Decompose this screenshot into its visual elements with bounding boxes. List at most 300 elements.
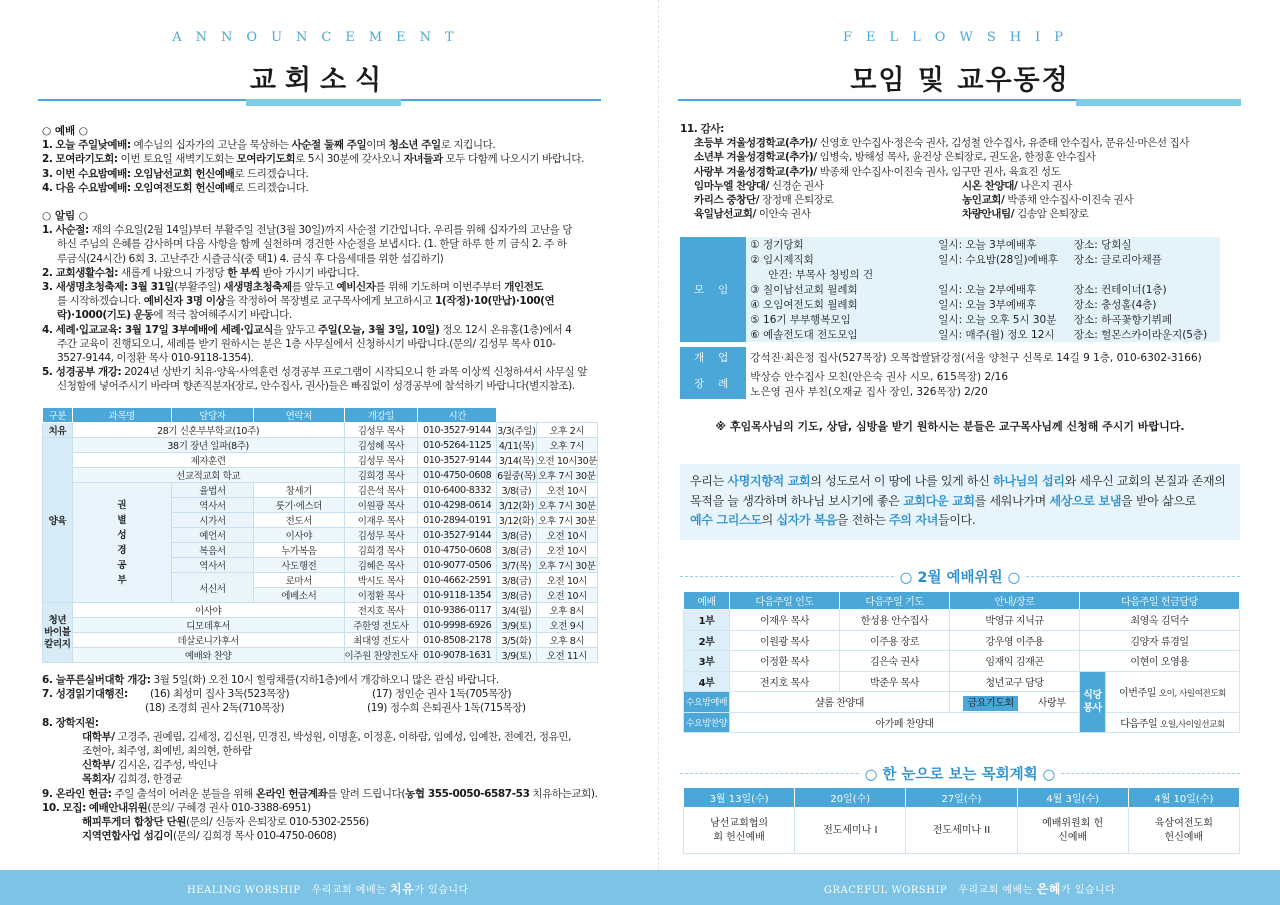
group-cell: 양육 bbox=[43, 438, 73, 603]
announcement-body bbox=[42, 122, 602, 394]
thanks-group: 초등부 겨울성경학교(추가)/ bbox=[694, 137, 817, 150]
cell: 3/8(금) bbox=[497, 528, 537, 543]
meeting-name: ⑤ 16기 부부행복모임 bbox=[746, 312, 934, 327]
cell: 최대영 전도사 bbox=[344, 633, 418, 648]
course-cell: 선교적교회 학교 bbox=[72, 468, 344, 483]
group-cell: 치유 bbox=[43, 423, 73, 438]
cell: 010-4750-0608 bbox=[418, 468, 497, 483]
pastoral-plan-table bbox=[683, 787, 1240, 854]
cell: 3/12(화) bbox=[497, 498, 537, 513]
worship-item-part: 모두 다함께 나오시기 바랍니다. bbox=[442, 153, 585, 166]
worship-item-part: 다음 수요밤예배: bbox=[55, 181, 131, 194]
table-row bbox=[684, 610, 1240, 631]
worship-item bbox=[42, 138, 602, 152]
column-header: 개강일 bbox=[344, 408, 418, 423]
cell: 김은숙 권사 bbox=[840, 651, 950, 672]
cell: 김희경 목사 bbox=[344, 468, 418, 483]
worship-heading: ○ 예배 ○ bbox=[42, 125, 88, 137]
thanks-names: 박종채 안수집사·이진숙 권사 bbox=[1004, 194, 1134, 207]
table-row bbox=[684, 630, 1240, 651]
worship-item bbox=[42, 152, 602, 166]
notice-9: 9. 온라인 헌금: 주일 출석이 어려운 분들을 위해 온라인 헌금계좌를 알려 드립니다(농협 355-0050-6587-53 치유하는교회). bbox=[42, 787, 598, 800]
course-cell: 디모데후서 bbox=[72, 618, 344, 633]
mission-statement: 우리는 사명지향적 교회의 성도로서 이 땅에 나를 있게 하신 하나님의 섭리와 세우신 교회의 본질과 존재의 목적을 늘 생각하며 하나님 보시기에 좋은 교회다운 교회를 세워나가며 세상으로 보냄을 받아 삶으로 예수 그리스도의 십자가 복음을 전하는 주의 자녀들이다. bbox=[680, 464, 1240, 540]
category-char: 공 bbox=[117, 559, 127, 571]
meeting-name: ③ 칠이남선교회 월례회 bbox=[746, 282, 934, 297]
fri-label-text: 금요기도회 bbox=[963, 696, 1017, 711]
worship-item-part: 모여라기도회 bbox=[236, 153, 296, 166]
category-label bbox=[72, 483, 171, 603]
worship-item-part: 청소년 주일 bbox=[388, 139, 441, 152]
notice-8: 8. 장학지원: bbox=[42, 716, 99, 729]
cell: 6월중(목) bbox=[497, 468, 537, 483]
notice-heading: ○ 알림 ○ bbox=[42, 210, 88, 223]
eyebrow: ANNOUNCEMENT bbox=[172, 30, 468, 45]
cell: 이원광 목사 bbox=[730, 630, 840, 651]
worship-item-part: 2. bbox=[42, 153, 53, 166]
worship-item bbox=[42, 181, 602, 195]
announcement-body-2 bbox=[42, 673, 602, 843]
plan-date: 3월 13일(수) bbox=[684, 788, 795, 808]
table-row bbox=[684, 712, 1240, 733]
cell: 010-9998-6926 bbox=[418, 618, 497, 633]
subcategory-cell: 복음서 bbox=[171, 543, 253, 558]
cell: 010-9078-1631 bbox=[418, 648, 497, 663]
recruit-choir: 해피투게더 합창단 단원(문의/ 신동자 은퇴장로 010-5302-2556) bbox=[82, 816, 369, 829]
worship-item-part: 4. bbox=[42, 181, 53, 194]
plan-text: 남선교회협의회 헌신예배 bbox=[710, 817, 769, 843]
thanks-list bbox=[680, 136, 1240, 221]
table-row bbox=[684, 651, 1240, 672]
funeral-row bbox=[680, 369, 1220, 384]
worship-item-part: 이번 토요일 새벽기도회는 bbox=[117, 153, 237, 166]
cell: 이정환 목사 bbox=[730, 651, 840, 672]
cell: 김성무 목사 bbox=[344, 453, 418, 468]
notice-6: 6. 늘푸른실버대학 개강: 3월 5일(화) 오전 10시 힐링채플(지하1층)에서 개강하오니 많은 관심 바랍니다. bbox=[42, 674, 499, 686]
column-header: 구분 bbox=[43, 408, 73, 423]
open-label: 개업 bbox=[680, 347, 746, 369]
cell: 010-6400-8332 bbox=[418, 483, 497, 498]
category-char: 부 bbox=[117, 574, 127, 586]
recruit-regional: 지역연합사업 섬김이(문의/ 김희경 목사 010-4750-0608) bbox=[82, 830, 337, 843]
cell: 010-2894-0191 bbox=[418, 513, 497, 528]
funeral-row bbox=[680, 384, 1220, 399]
cell: 임재익 김재곤 bbox=[950, 651, 1080, 672]
thanks-item bbox=[694, 136, 1240, 150]
cell: 박준우 목사 bbox=[840, 671, 950, 692]
table-row bbox=[43, 618, 598, 633]
cell: 010-4750-0608 bbox=[418, 543, 497, 558]
table-row bbox=[43, 648, 598, 663]
cell: 김성무 목사 bbox=[344, 528, 418, 543]
cell: 오후 7시 bbox=[536, 438, 597, 453]
plan-text: 육삼여전도회 헌신예배 bbox=[1154, 817, 1213, 843]
meeting-row bbox=[680, 252, 1220, 267]
plan-date: 4월 10일(수) bbox=[1128, 788, 1239, 808]
cell: 3/9(토) bbox=[497, 618, 537, 633]
table-row bbox=[43, 633, 598, 648]
wed-label: 수요밤찬양 bbox=[684, 712, 730, 733]
column-header: 예배 bbox=[684, 592, 730, 610]
thanks-group: 육일남선교회/ bbox=[694, 208, 756, 221]
wed-label: 수요밤예배 bbox=[684, 692, 730, 713]
subcategory-cell: 예언서 bbox=[171, 528, 253, 543]
course-cell: 이사야 bbox=[254, 528, 344, 543]
cell: 청년교구 담당 bbox=[950, 671, 1080, 692]
cell: 3/4(월) bbox=[497, 603, 537, 618]
service-cell: 3부 bbox=[684, 651, 730, 672]
plan-item bbox=[1017, 808, 1128, 854]
meeting-time: 일시: 수요밤(28일)예배후 bbox=[934, 252, 1070, 267]
meeting-place: 장소: 컨테이너(1층) bbox=[1070, 282, 1220, 297]
open-text: 강석진·최은정 집사(527목장) 오목찹쌀닭강정(서울 양천구 신목로 14길 9 1층, 010-6302-3166) bbox=[750, 352, 1202, 364]
pastor-notice: ※ 후임목사님의 기도, 상담, 심방을 받기 원하시는 분들은 교구목사님께 신청해 주시기 바랍니다. bbox=[715, 420, 1185, 433]
plan-date: 20일(수) bbox=[795, 788, 906, 808]
cafe-label: 식당 봉사 bbox=[1080, 671, 1106, 733]
thanks-group: 농인교회/ bbox=[962, 194, 1005, 207]
cell: 김혜은 목사 bbox=[344, 558, 418, 573]
meeting-place bbox=[1070, 267, 1220, 282]
meeting-place: 장소: 글로리아채플 bbox=[1070, 252, 1220, 267]
worship-item-part: 로 5시 30분에 갖사오니 bbox=[295, 153, 404, 166]
meeting-name: 안건: 부목사 청빙의 건 bbox=[746, 267, 934, 282]
worship-item-part: 자녀들과 bbox=[403, 153, 443, 166]
cell: 4/11(목) bbox=[497, 438, 537, 453]
cell: 010-9118-1354 bbox=[418, 588, 497, 603]
cell: 010-9386-0117 bbox=[418, 603, 497, 618]
meeting-row bbox=[680, 237, 1220, 252]
meeting-time: 일시: 오늘 3부예배후 bbox=[934, 297, 1070, 312]
wed-choir: 샬롬 찬양대 bbox=[730, 692, 950, 713]
cell: 010-5264-1125 bbox=[418, 438, 497, 453]
thanks-col bbox=[962, 193, 1133, 207]
worship-item-part: 오임여전도회 헌신예배 bbox=[133, 181, 235, 194]
cell: 오후 7시 30분 bbox=[536, 513, 597, 528]
cell: 010-3527-9144 bbox=[418, 453, 497, 468]
column-header: 연락처 bbox=[254, 408, 344, 423]
cell: 오후 8시 bbox=[536, 633, 597, 648]
worship-item-part: 3. bbox=[42, 167, 53, 180]
worship-item-part: 로 드리겠습니다. bbox=[234, 167, 309, 180]
worship-committee-title: ○ 2월 예배위원 ○ bbox=[640, 566, 1280, 587]
meeting-place: 장소: 헐몬스카이라운지(5층) bbox=[1070, 327, 1220, 343]
cell: 김은석 목사 bbox=[344, 483, 418, 498]
cafe-who: 오이, 사일여전도회 bbox=[1158, 689, 1226, 699]
notice-7: 7. 성경읽기대행진: (16) 최성미 집사 3독(523목장) (17) 정인순 권사 1독(705목장) bbox=[42, 688, 512, 701]
cell: 010-3527-9144 bbox=[418, 423, 497, 438]
cell: 오전 9시 bbox=[536, 618, 597, 633]
thanks-names: 김송암 은퇴장로 bbox=[1014, 208, 1089, 221]
cafe-who: 오일,사이일선교회 bbox=[1160, 719, 1225, 730]
table-row bbox=[43, 453, 598, 468]
meeting-time bbox=[934, 267, 1070, 282]
cell: 이현이 오영용 bbox=[1080, 651, 1240, 672]
notice-3: 3. 새생명초청축제: 3월 31일(부활주일) 새생명초청축제를 앞두고 예비신자를 위해 기도하며 이번주부터 개인전도 를 시작하겠습니다. 예비신자 3명 이상을 작정하여 목장별로 교구목사에게 보고하시고 1(작정)·10(만납)·100(연 락)·1000(기도) 운동에 적극 참여해주시기 바랍니다. bbox=[42, 281, 555, 322]
thanks-names: 임병숙, 방해성 목사, 윤건상 은퇴장로, 권도윤, 한정훈 안수집사 bbox=[816, 151, 1096, 164]
category-char: 권 bbox=[117, 499, 127, 511]
table-row bbox=[684, 671, 1240, 692]
cell: 오전 10시 bbox=[536, 588, 597, 603]
course-cell: 창세기 bbox=[254, 483, 344, 498]
subcategory-cell: 서신서 bbox=[171, 573, 253, 603]
meeting-place: 장소: 당회실 bbox=[1070, 237, 1220, 252]
cell: 010-4298-0614 bbox=[418, 498, 497, 513]
subcategory-cell: 시가서 bbox=[171, 513, 253, 528]
cell: 010-3527-9144 bbox=[418, 528, 497, 543]
thanks-names: 박종채 안수집사·이진숙 권사, 임구만 권사, 육효진 성도 bbox=[816, 165, 1061, 178]
column-header: 다음주일 인도 bbox=[730, 592, 840, 610]
worship-item-part: 오임남선교회 헌신예배 bbox=[133, 167, 235, 180]
cell: 이재우 목사 bbox=[344, 513, 418, 528]
plan-text: 전도세미나 II bbox=[932, 824, 991, 836]
column-header: 담당자 bbox=[171, 408, 253, 423]
thanks-names: 신영호 안수집사·정은숙 권사, 김성철 안수집사, 유준태 안수집사, 문유신·마은선 집사 bbox=[816, 137, 1190, 150]
cafe-when: 다음주일 bbox=[1120, 718, 1158, 730]
service-cell: 1부 bbox=[684, 610, 730, 631]
course-cell: 누가복음 bbox=[254, 543, 344, 558]
cell: 3/5(화) bbox=[497, 633, 537, 648]
bible-study-table bbox=[42, 407, 598, 663]
thanks-names: 나은지 권사 bbox=[1017, 179, 1072, 192]
cell: 오전 10시 bbox=[536, 543, 597, 558]
category-char: 성 bbox=[117, 529, 127, 541]
meeting-name: ① 정기당회 bbox=[746, 237, 934, 252]
service-cell: 2부 bbox=[684, 630, 730, 651]
cafe-cell bbox=[1106, 671, 1240, 712]
cell: 오후 8시 bbox=[536, 603, 597, 618]
cell: 3/8(금) bbox=[497, 543, 537, 558]
meeting-time: 일시: 오늘 오후 5시 30분 bbox=[934, 312, 1070, 327]
thanks-item bbox=[694, 193, 1240, 207]
cell: 오전 10시 bbox=[536, 528, 597, 543]
table-row bbox=[43, 438, 598, 453]
meeting-name: ② 임시제직회 bbox=[746, 252, 934, 267]
cafe-when: 이번주일 bbox=[1119, 688, 1157, 699]
course-cell: 38기 장년 일파(8주) bbox=[72, 438, 344, 453]
cell: 박영규 지닉규 bbox=[950, 610, 1080, 631]
cell: 김성무 목사 bbox=[344, 423, 418, 438]
plan-date: 27일(수) bbox=[906, 788, 1017, 808]
cell: 오전 10시 bbox=[536, 483, 597, 498]
service-cell: 4부 bbox=[684, 671, 730, 692]
worship-item-part: 모여라기도회: bbox=[55, 153, 118, 166]
cell: 010-8508-2178 bbox=[418, 633, 497, 648]
cell: 최영옥 김덕수 bbox=[1080, 610, 1240, 631]
thanks-group: 시온 찬양대/ bbox=[962, 179, 1018, 192]
group-cell: 청년 바이블 칼리지 bbox=[43, 603, 73, 663]
cell: 오후 7시 30분 bbox=[536, 498, 597, 513]
cell: 3/8(금) bbox=[497, 483, 537, 498]
cell: 이재우 목사 bbox=[730, 610, 840, 631]
column-header: 시간 bbox=[418, 408, 497, 423]
worship-item-part: 1. bbox=[42, 139, 53, 152]
notice-2: 2. 교회생활수첩: 새롭게 나왔으니 가정당 한 부씩 받아 가시기 바랍니다. bbox=[42, 266, 360, 279]
meeting-row bbox=[680, 312, 1220, 327]
cell: 김성혜 목사 bbox=[344, 438, 418, 453]
thanks-heading: 11. 감사: bbox=[680, 123, 724, 135]
cell: 3/8(금) bbox=[497, 573, 537, 588]
cell: 오후 2시 bbox=[536, 423, 597, 438]
course-cell: 제자훈련 bbox=[72, 453, 344, 468]
worship-item-part: 예수님의 십자가의 고난을 묵상하는 bbox=[130, 139, 292, 152]
scholarship-pastor: 목회자/ 김희경, 한경균 bbox=[82, 773, 182, 786]
plan-title: ○ 한 눈으로 보는 목회계획 ○ bbox=[640, 763, 1280, 784]
footer-left: HEALING WORSHIP 우리교회 예배는 치유가 있습니다 bbox=[187, 882, 469, 896]
thanks-item bbox=[694, 150, 1240, 164]
plan-item bbox=[1128, 808, 1239, 854]
plan-item bbox=[795, 808, 906, 854]
cell: 이주원 찬양전도사 bbox=[344, 648, 418, 663]
worship-item-part: 이며 bbox=[366, 139, 389, 152]
thanks-item bbox=[694, 165, 1240, 179]
thanks-names: 장정매 은퇴장로 bbox=[759, 194, 834, 207]
subcategory-cell: 역사서 bbox=[171, 498, 253, 513]
eyebrow: FELLOWSHIP bbox=[843, 30, 1077, 45]
meeting-time: 일시: 오늘 3부예배후 bbox=[934, 237, 1070, 252]
notice-4: 4. 세례·입교교육: 3월 17일 3부예배에 세례·입교식을 앞두고 주일(오늘, 3월 3일, 10일) 정오 12시 온유홀(1층)에서 4 주간 교육이 진행되오니, 세례를 받기 원하시는 분은 1층 사무실에서 신청하시기 바랍니다.(문의/ 김성무 목사 010- 3527-9144, 이정환 목사 010-9118-1354). bbox=[42, 323, 572, 365]
title-rule bbox=[38, 99, 601, 108]
category-char: 경 bbox=[117, 544, 127, 556]
cell: 주한영 전도사 bbox=[344, 618, 418, 633]
open-row bbox=[680, 347, 1220, 369]
thanks-names: 신경순 권사 bbox=[768, 179, 824, 192]
cell: 오후 7시 30분 bbox=[536, 468, 597, 483]
fri-value-text: 사랑부 bbox=[1037, 698, 1066, 710]
meeting-row bbox=[680, 267, 1220, 282]
notice-5: 5. 성경공부 개강: 2024년 상반기 치유·양육·사역훈련 성경공부 프로그램이 시작되오니 한 과목 이상씩 신청하셔서 사무실 앞 신청함에 넣어주시기 바라며 향존직분자(장로, 안수집사, 권사)들은 빠짐없이 성경공부에 참석하기 바랍니다(별지참조). bbox=[42, 366, 587, 393]
meeting-name: ④ 오임여전도회 월례회 bbox=[746, 297, 934, 312]
cell: 전지호 목사 bbox=[344, 603, 418, 618]
course-cell: 에베소서 bbox=[254, 588, 344, 603]
fri-label bbox=[950, 692, 1080, 713]
funeral-text: 노은영 권사 부친(오재균 집사 장인, 326목장) 2/20 bbox=[750, 385, 988, 398]
course-cell: 이사야 bbox=[72, 603, 344, 618]
worship-committee-table bbox=[683, 591, 1240, 733]
plan-text: 전도세미나 I bbox=[823, 824, 878, 836]
course-cell: 전도서 bbox=[254, 513, 344, 528]
worship-item-part: 로 드리겠습니다. bbox=[234, 181, 309, 194]
meetings-label: 모임 bbox=[680, 237, 746, 343]
worship-item-part: 사순절 둘째 주일 bbox=[291, 139, 367, 152]
cell: 오전 10시 bbox=[536, 573, 597, 588]
cell: 오후 7시 30분 bbox=[536, 558, 597, 573]
meeting-row bbox=[680, 297, 1220, 312]
cell: 이정환 목사 bbox=[344, 588, 418, 603]
thanks-item bbox=[694, 207, 1240, 221]
thanks-group: 임마누엘 찬양대/ bbox=[694, 179, 769, 192]
course-cell: 데살로니가후서 bbox=[72, 633, 344, 648]
cell: 3/14(목) bbox=[497, 453, 537, 468]
worship-item bbox=[42, 167, 602, 181]
notice-7-cont: (18) 조경희 권사 2독(710목장) (19) 정수희 은퇴권사 1독(715목장) bbox=[145, 702, 526, 715]
thanks-names: 이안숙 권사 bbox=[755, 208, 811, 221]
thanks-col bbox=[694, 179, 962, 193]
course-cell: 로마서 bbox=[254, 573, 344, 588]
cell: 010-4662-2591 bbox=[418, 573, 497, 588]
table-row bbox=[43, 423, 598, 438]
table-row bbox=[43, 483, 598, 498]
column-header: 다음주일 기도 bbox=[840, 592, 950, 610]
cell: 이주용 장로 bbox=[840, 630, 950, 651]
footer-right: GRACEFUL WORSHIP 우리교회 예배는 은혜가 있습니다 bbox=[824, 882, 1116, 896]
title-rule bbox=[678, 99, 1241, 108]
cell: 김양자 류경일 bbox=[1080, 630, 1240, 651]
funeral-label: 장례 bbox=[680, 369, 746, 399]
worship-item-part: 로 지킵니다. bbox=[440, 139, 496, 152]
meeting-row bbox=[680, 282, 1220, 297]
plan-text: 예배위원회 헌신예배 bbox=[1042, 817, 1104, 843]
meeting-row bbox=[680, 327, 1220, 343]
funeral-text: 박상승 안수집사 모친(안은숙 권사 시모, 615목장) 2/16 bbox=[750, 370, 1009, 383]
subcategory-cell: 역사서 bbox=[171, 558, 253, 573]
thanks-group: 카리스 중창단/ bbox=[694, 194, 760, 207]
plan-item bbox=[906, 808, 1017, 854]
worship-item-part: 이번 수요밤예배: bbox=[55, 167, 131, 180]
wed-choir: 아가페 찬양대 bbox=[730, 712, 1080, 733]
subcategory-cell: 율법서 bbox=[171, 483, 253, 498]
plan-item bbox=[684, 808, 795, 854]
thanks-col bbox=[694, 207, 962, 221]
thanks-group: 사랑부 겨울성경학교(추가)/ bbox=[694, 165, 817, 178]
scholarship-theology: 신학부/ 김시온, 김주성, 박인나 bbox=[82, 759, 218, 772]
meeting-time: 일시: 오늘 2부예배후 bbox=[934, 282, 1070, 297]
cell: 한성용 안수집사 bbox=[840, 610, 950, 631]
thanks-group: 소년부 겨울성경학교(추가)/ bbox=[694, 151, 817, 164]
cell: 3/9(토) bbox=[497, 648, 537, 663]
meeting-time: 일시: 매주(월) 정오 12시 bbox=[934, 327, 1070, 343]
cell: 010-9077-0506 bbox=[418, 558, 497, 573]
course-cell: 예배와 찬양 bbox=[72, 648, 344, 663]
page-title: 모임 및 교우동정 bbox=[850, 65, 1070, 96]
footer-bar bbox=[0, 870, 1280, 905]
cell: 3/3(주일) bbox=[497, 423, 537, 438]
cell: 전지호 목사 bbox=[730, 671, 840, 692]
scholarship-university: 대학부/ 고경주, 권예림, 김세정, 김신원, 민경진, 박성원, 이명훈, 이정훈, 이하람, 임예성, 임예찬, 전예건, 정유민, 조현아, 최주영, 최예빈, 최의현, 한하람 bbox=[82, 730, 572, 758]
thanks-col bbox=[962, 179, 1072, 193]
cell: 3/8(금) bbox=[497, 588, 537, 603]
plan-date: 4월 3일(수) bbox=[1017, 788, 1128, 808]
worship-list bbox=[42, 138, 602, 195]
cell: 3/7(목) bbox=[497, 558, 537, 573]
meetings-table bbox=[680, 237, 1220, 399]
cafe-cell bbox=[1106, 712, 1240, 733]
cell: 김희경 목사 bbox=[344, 543, 418, 558]
category-char: 별 bbox=[117, 514, 127, 526]
thanks-col bbox=[694, 193, 962, 207]
thanks-section bbox=[680, 122, 1240, 221]
cell: 박시도 목사 bbox=[344, 573, 418, 588]
thanks-group: 차량안내팀/ bbox=[962, 208, 1015, 221]
thanks-item bbox=[694, 179, 1240, 193]
course-cell: 룻기·에스더 bbox=[254, 498, 344, 513]
notice-10: 10. 모집: 예배안내위원(문의/ 구혜경 권사 010-3388-6951) bbox=[42, 801, 311, 814]
meeting-place: 장소: 하곡꽃향기뷔페 bbox=[1070, 312, 1220, 327]
cell: 오전 10시30분 bbox=[536, 453, 597, 468]
worship-item-part: 오늘 주일낮예배: bbox=[55, 139, 131, 152]
column-header: 다음주일 헌금담당 bbox=[1080, 592, 1240, 610]
table-row bbox=[43, 468, 598, 483]
cell: 오전 11시 bbox=[536, 648, 597, 663]
column-header: 과목명 bbox=[72, 408, 171, 423]
column-header: 안내/장로 bbox=[950, 592, 1080, 610]
course-cell: 28기 신혼부부학교(10주) bbox=[72, 423, 344, 438]
cell: 강우영 이주용 bbox=[950, 630, 1080, 651]
page-title: 교회소식 bbox=[249, 65, 391, 96]
notice-1: 1. 사순절: 재의 수요일(2월 14일)부터 부활주일 전날(3월 30일)까지 사순절 기간입니다. 우리를 위해 십자가의 고난을 당 하신 주님의 은혜를 감사하며 다음 사항을 함께 실천하며 경건한 사순절을 보냅시다. ⟨1. 한달 하루 한 끼 금식 2. 주 하 루금식(24시간) 6회 3. 고난주간 시즐금식(중 택1) 4. 금식 후 다음세대를 위한 섬김하기⟩ bbox=[42, 224, 573, 265]
course-cell: 사도행전 bbox=[254, 558, 344, 573]
meeting-place: 장소: 충성홀(4층) bbox=[1070, 297, 1220, 312]
thanks-col bbox=[962, 207, 1088, 221]
